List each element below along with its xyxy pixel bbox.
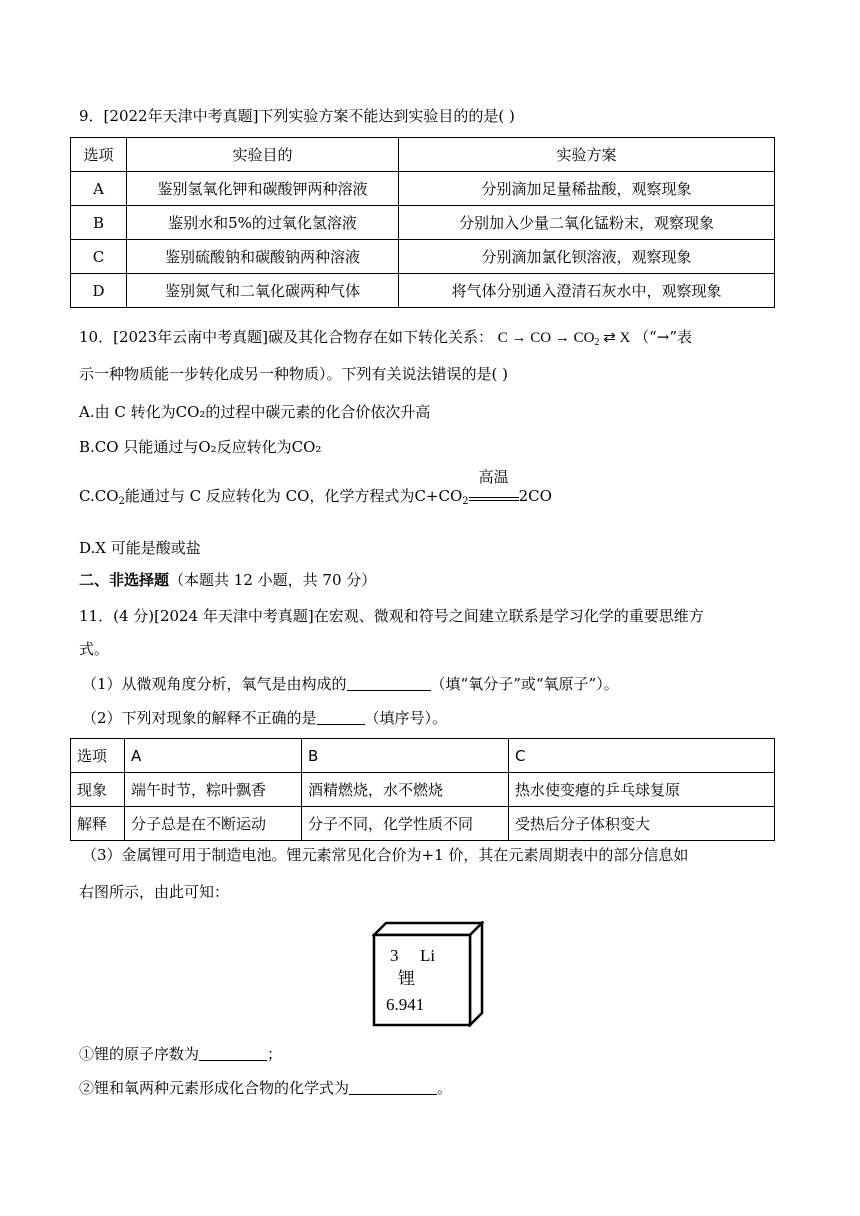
- table-row: [71, 240, 775, 274]
- table-header-cell: 选项: [71, 739, 125, 773]
- table-header-cell: C: [509, 739, 775, 773]
- q10-option-d: D.X 可能是酸或盐: [79, 539, 201, 557]
- table-row: [71, 274, 775, 308]
- table-cell: A: [71, 172, 127, 206]
- answer-blank[interactable]: [317, 709, 365, 725]
- q10-option-c: $C.CO_2$能通过与 C 反应转化为 CO，化学方程式为$C+CO_2$ 高温 2CO: [79, 468, 552, 507]
- chem-c: C: [497, 330, 508, 346]
- table-cell: D: [71, 274, 127, 308]
- lithium-element-tile: [372, 921, 484, 1027]
- table-cell: 端午时节，粽叶飘香: [125, 773, 302, 807]
- answer-blank[interactable]: [349, 1079, 437, 1095]
- chem-co2: $CO_2$: [94, 487, 125, 507]
- atomic-mass: 6.941: [386, 995, 425, 1014]
- equation-product: 2CO: [518, 487, 552, 505]
- table-header-row: [71, 739, 775, 773]
- element-name: 锂: [398, 969, 415, 989]
- table-cell: 解释: [71, 807, 125, 841]
- q11-stem: 11．(4 分)[2024 年天津中考真题]在宏观、微观和符号之间建立联系是学习化学的重要思维方: [79, 607, 704, 625]
- table-header-row: [71, 138, 775, 172]
- table-cell: 酒精燃烧，水不燃烧: [302, 773, 509, 807]
- q11-part1: （1）从微观角度分析，氧气是由构成的 （填“氧分子”或“氧原子”）。: [82, 675, 619, 693]
- table-cell: 热水使变瘪的乒乓球复原: [509, 773, 775, 807]
- table-cell: 现象: [71, 773, 125, 807]
- table-cell: 将气体分别通入澄清石灰水中，观察现象: [399, 274, 775, 308]
- q10-option-a: A.由 C 转化为CO₂的过程中碳元素的化合价依次升高: [79, 403, 431, 421]
- chem-x: X: [619, 330, 631, 346]
- q10-stem: [79, 327, 692, 353]
- arrow-right-icon: →: [554, 330, 570, 346]
- q11-part2: （2）下列对现象的解释不正确的是 （填序号）。: [82, 709, 448, 727]
- table-row: [71, 206, 775, 240]
- reaction-chain: [498, 330, 634, 346]
- table-cell: 分别滴加足量稀盐酸，观察现象: [399, 172, 775, 206]
- arrow-right-icon: →: [511, 330, 527, 346]
- table-header-cell: 实验方案: [399, 138, 775, 172]
- answer-blank[interactable]: [199, 1045, 267, 1061]
- q11-sub1: ①锂的原子序数为 ；: [79, 1045, 283, 1063]
- q11-part3: （3）金属锂可用于制造电池。锂元素常见化合价为+1 价，其在元素周期表中的部分信息如: [82, 846, 689, 864]
- table-cell: 鉴别水和5%的过氧化氢溶液: [127, 206, 399, 240]
- table-cell: 鉴别硫酸钠和碳酸钠两种溶液: [127, 240, 399, 274]
- q11-stem-line2: 式。: [79, 640, 110, 658]
- q9-table: [70, 137, 775, 308]
- q11-sub2: ②锂和氧两种元素形成化合物的化学式为 。: [79, 1079, 453, 1097]
- table-header-cell: 选项: [71, 138, 127, 172]
- equation-reactants: $C+CO_2$: [414, 487, 469, 507]
- q10-intro-tail: （“→”表: [634, 328, 693, 346]
- table-cell: 分子总是在不断运动: [125, 807, 302, 841]
- element-symbol: Li: [420, 946, 436, 965]
- double-line-icon: [469, 497, 519, 501]
- table-cell: 鉴别氢氧化钾和碳酸钾两种溶液: [127, 172, 399, 206]
- q10-stem-line2: 示一种物质能一步转化成另一种物质）。下列有关说法错误的是( ): [79, 365, 508, 383]
- reaction-condition: 高温: [469, 487, 519, 501]
- table-header-cell: B: [302, 739, 509, 773]
- table-header-cell: A: [125, 739, 302, 773]
- q10-intro: 10．[2023年云南中考真题]碳及其化合物存在如下转化关系：: [79, 328, 493, 346]
- q11-table: [70, 738, 775, 841]
- table-cell: 分别滴加氯化钡溶液，观察现象: [399, 240, 775, 274]
- table-row: [71, 773, 775, 807]
- chem-co: CO: [530, 330, 552, 346]
- table-cell: C: [71, 240, 127, 274]
- reversible-arrow-icon: ⇄: [603, 330, 616, 346]
- table-cell: 分子不同，化学性质不同: [302, 807, 509, 841]
- q9-stem: 9．[2022年天津中考真题]下列实验方案不能达到实验目的的是( ): [79, 107, 515, 125]
- table-row: [71, 172, 775, 206]
- atomic-number: 3: [390, 946, 399, 965]
- q11-part3-line2: 右图所示，由此可知：: [79, 883, 230, 901]
- table-cell: 鉴别氮气和二氧化碳两种气体: [127, 274, 399, 308]
- table-cell: 受热后分子体积变大: [509, 807, 775, 841]
- table-cell: B: [71, 206, 127, 240]
- section-heading: 二、非选择题（本题共 12 小题，共 70 分）: [79, 571, 377, 589]
- chem-co2: $CO_2$: [573, 330, 600, 348]
- table-header-cell: 实验目的: [127, 138, 399, 172]
- table-cell: 分别加入少量二氧化锰粉末，观察现象: [399, 206, 775, 240]
- table-row: [71, 807, 775, 841]
- answer-blank[interactable]: [347, 675, 431, 691]
- q10-option-b: B.CO 只能通过与O₂反应转化为CO₂: [79, 438, 322, 456]
